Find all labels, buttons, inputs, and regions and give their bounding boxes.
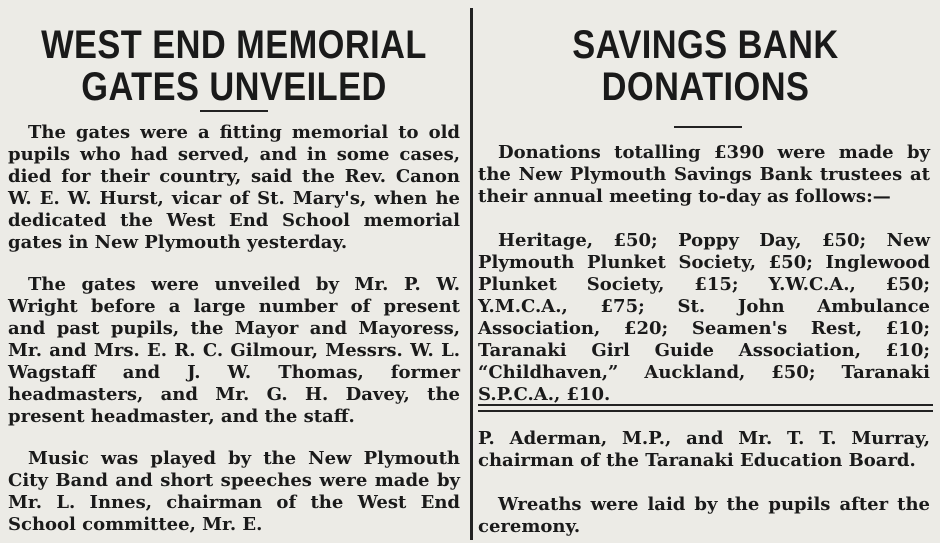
- left-paragraph-1: The gates were a fitting memorial to old pupils who had served, and in some cases, died for their country, said the Rev. Canon W. E. W. Hurst, vicar of St. Mary's, when he dedicated the West End School memorial gates in New Plymouth yesterday.: [8, 122, 460, 253]
- continuation-paragraph-1: P. Aderman, M.P., and Mr. T. T. Murray, chairman of the Taranaki Education Board.: [478, 428, 930, 471]
- right-paragraph-1: Donations totalling £390 were made by the New Plymouth Savings Bank trustees at their annual meeting to-day as follows:—: [478, 142, 930, 207]
- left-headline: [0, 24, 468, 108]
- left-headline-line2: GATES UNVEILED: [81, 65, 387, 109]
- right-paragraph-2: Heritage, £50; Poppy Day, £50; New Plymouth Plunket Society, £50; Inglewood Plunket Society, £15; Y.W.C.A., £50; Y.M.C.A., £75; St. John Ambulance Association, £20; Seamen's Rest, £10; Taranaki Girl Guide Association, £10; “Childhaven,” Auckland, £50; Taranaki S.P.C.A., £10.: [478, 230, 930, 405]
- right-headline-line1: SAVINGS BANK: [572, 23, 839, 67]
- right-headline-line2: DONATIONS: [601, 65, 810, 109]
- left-headline-line1: WEST END MEMORIAL: [41, 23, 427, 67]
- right-headline: [478, 24, 933, 108]
- section-double-rule: [478, 404, 933, 412]
- left-paragraph-3: Music was played by the New Plymouth City Band and short speeches were made by Mr. L. Innes, chairman of the West End School committee, Mr. E.: [8, 448, 460, 535]
- continuation-paragraph-2: Wreaths were laid by the pupils after the ceremony.: [478, 494, 930, 537]
- left-headline-rule: [200, 110, 268, 112]
- right-headline-rule: [674, 126, 742, 128]
- column-divider: [470, 8, 473, 540]
- left-paragraph-2: The gates were unveiled by Mr. P. W. Wright before a large number of present and past pupils, the Mayor and Mayoress, Mr. and Mrs. E. R. C. Gilmour, Messrs. W. L. Wagstaff and J. W. Thomas, former headmasters, and Mr. G. H. Davey, the present headmaster, and the staff.: [8, 274, 460, 427]
